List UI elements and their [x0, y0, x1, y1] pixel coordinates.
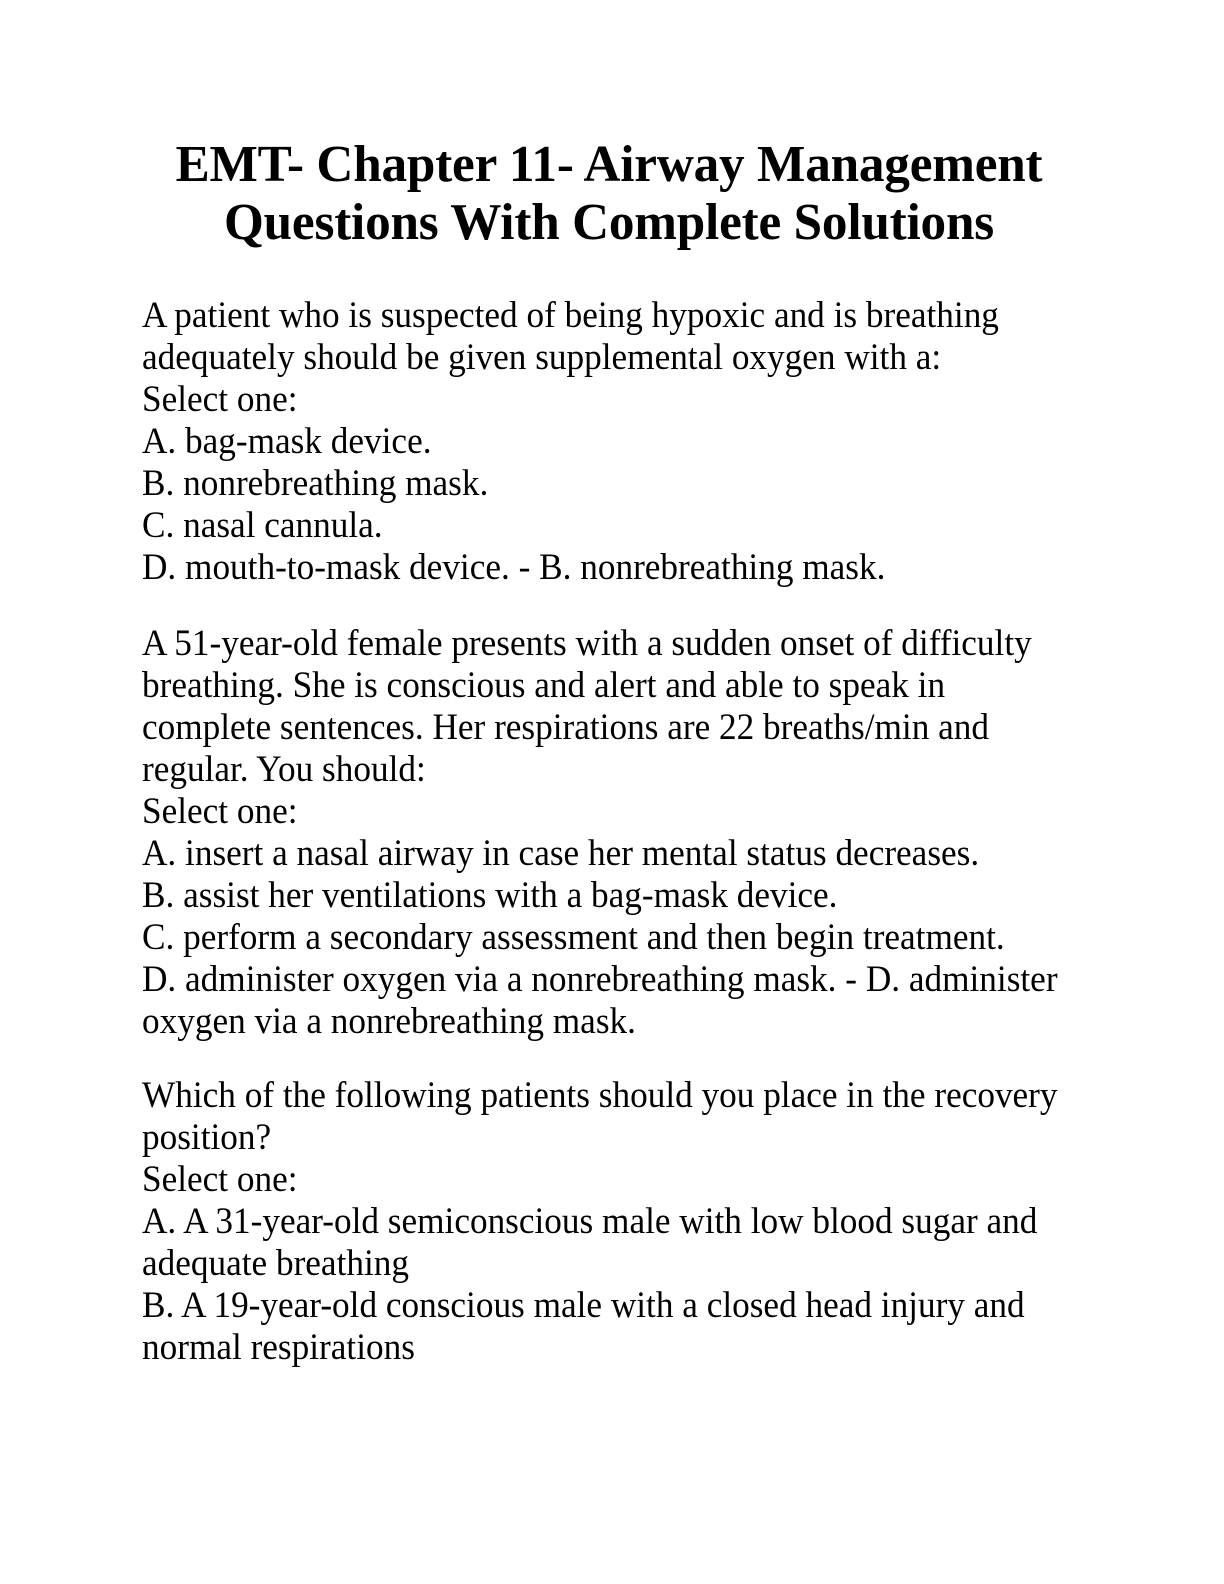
question-prompt-line: breathing. She is conscious and alert and able to speak in	[142, 664, 946, 705]
question-block-1	[142, 294, 1059, 588]
select-one-label: Select one:	[142, 790, 298, 831]
answer-option-continuation: adequate breathing	[142, 1242, 409, 1283]
answer-option-with-solution: D. administer oxygen via a nonrebreathing mask. - D. administer	[142, 958, 1058, 999]
answer-option: B. A 19-year-old conscious male with a closed head injury and	[142, 1284, 1025, 1325]
answer-option: B. assist her ventilations with a bag-mask device.	[142, 874, 838, 915]
page-title-line-1: EMT- Chapter 11- Airway Management	[175, 136, 1043, 193]
question-prompt-line: Which of the following patients should you place in the recovery	[142, 1074, 1058, 1115]
answer-option: A. bag-mask device.	[142, 420, 432, 461]
question-prompt-line: adequately should be given supplemental oxygen with a:	[142, 336, 942, 377]
question-block-2	[142, 622, 1059, 1042]
solution-continuation: oxygen via a nonrebreathing mask.	[142, 1000, 636, 1041]
question-prompt-line: position?	[142, 1116, 272, 1157]
question-prompt-line: A 51-year-old female presents with a sudden onset of difficulty	[142, 622, 1032, 663]
answer-option: C. nasal cannula.	[142, 504, 383, 545]
question-prompt-line: complete sentences. Her respirations are 22 breaths/min and	[142, 706, 989, 747]
question-prompt-line: A patient who is suspected of being hypoxic and is breathing	[142, 294, 999, 335]
question-prompt-line: regular. You should:	[142, 748, 426, 789]
answer-option-continuation: normal respirations	[142, 1326, 415, 1367]
page-title	[149, 136, 1069, 252]
select-one-label: Select one:	[142, 378, 298, 419]
answer-option-with-solution: D. mouth-to-mask device. - B. nonrebreathing mask.	[142, 546, 886, 587]
answer-option: A. insert a nasal airway in case her mental status decreases.	[142, 832, 980, 873]
answer-option: C. perform a secondary assessment and then begin treatment.	[142, 916, 1005, 957]
answer-option: B. nonrebreathing mask.	[142, 462, 489, 503]
answer-option: A. A 31-year-old semiconscious male with low blood sugar and	[142, 1200, 1038, 1241]
page-title-line-2: Questions With Complete Solutions	[223, 194, 994, 251]
select-one-label: Select one:	[142, 1158, 298, 1199]
question-block-3	[142, 1074, 1059, 1368]
